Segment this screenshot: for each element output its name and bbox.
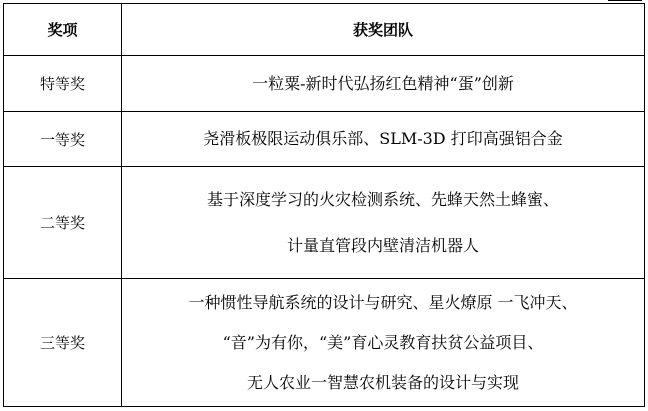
header-winning-team: 获奖团队 (122, 4, 645, 56)
team-line: 无人农业一智慧农机装备的设计与实现 (246, 372, 519, 392)
table-row-third-prize (4, 279, 645, 407)
team-line: 一粒粟-新时代弘扬红色精神“蛋”创新 (252, 73, 514, 93)
team-line: 一种惯性导航系统的设计与研究、星火燎原 一飞冲天、 (188, 292, 578, 312)
table-header-row (4, 4, 645, 56)
award-level-cell: 三等奖 (4, 279, 122, 407)
winning-team-cell (122, 112, 645, 167)
winning-team-cell (122, 279, 645, 407)
award-level-cell: 特等奖 (4, 56, 122, 112)
table-row-second-prize (4, 167, 645, 279)
award-level-cell: 二等奖 (4, 167, 122, 279)
winning-team-cell (122, 167, 645, 279)
team-line: 基于深度学习的火灾检测系统、先蜂天然土蜂蜜、 (206, 189, 559, 209)
awards-table (3, 3, 645, 407)
table-row-first-prize (4, 112, 645, 167)
header-award-level: 奖项 (4, 4, 122, 56)
table-row-special-prize (4, 56, 645, 112)
team-line: 计量直管段内壁清洁机器人 (286, 235, 479, 255)
winning-team-cell (122, 56, 645, 112)
team-line: 尧滑板极限运动俱乐部、SLM-3D 打印高强铝合金 (203, 129, 563, 148)
award-level-cell: 一等奖 (4, 112, 122, 167)
team-line: “音”为有你，“美”育心灵教育扶贫公益项目、 (222, 332, 544, 352)
